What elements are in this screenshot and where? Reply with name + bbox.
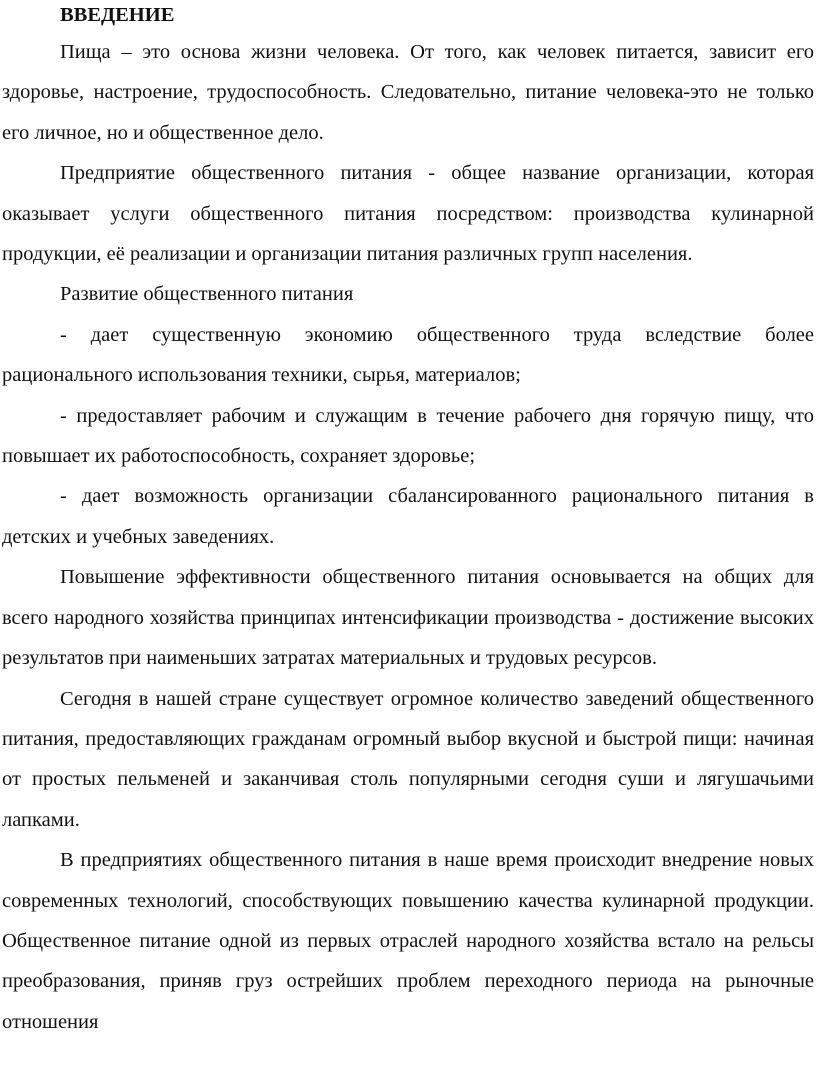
paragraph-technologies: В предприятиях общественного питания в наше время происходит внедрение новых современных технологий, способствующих повышению качества кулинарной продукции. Общественное питание одной из первых отраслей народного хозяйства встало на рельсы преобразования, приняв груз острейших проблем переходного периода на рыночные отношения xyxy=(2,849,814,1033)
section-heading: ВВЕДЕНИЕ xyxy=(60,4,175,26)
list-item-hot-food: - предоставляет рабочим и служащим в течение рабочего дня горячую пищу, что повышает их работоспособность, сохраняет здоровье; xyxy=(2,404,814,468)
list-item-balanced-nutrition: - дает возможность организации сбалансированного рационального питания в детских и учебных заведениях. xyxy=(2,485,814,548)
document-page xyxy=(2,0,814,1042)
paragraph-intro: Пища – это основа жизни человека. От того, как человек питается, зависит его здоровье, настроение, трудоспособность. Следовательно, питание человека-это не только его личное, но и общественное дело. xyxy=(2,41,814,144)
paragraph-development: Развитие общественного питания xyxy=(60,283,354,306)
paragraph-efficiency: Повышение эффективности общественного питания основывается на общих для всего народного хозяйства принципах интенсификации производства - достижение высоких результатов при наименьших затратах материальных и трудовых ресурсов. xyxy=(2,566,814,670)
list-item-labor-economy: - дает существенную экономию общественного труда вследствие более рационального использования техники, сырья, материалов; xyxy=(2,323,814,387)
paragraph-today: Сегодня в нашей стране существует огромное количество заведений общественного питания, предоставляющих гражданам огромный выбор вкусной и быстрой пищи: начиная от простых пельменей и заканчивая столь популярными сегодня суши и лягушачьими лапками. xyxy=(2,687,814,831)
paragraph-definition: Предприятие общественного питания - общее название организации, которая оказывает услуги общественного питания посредством: производства кулинарной продукции, её реализации и организации питания различных групп населения. xyxy=(2,162,814,266)
